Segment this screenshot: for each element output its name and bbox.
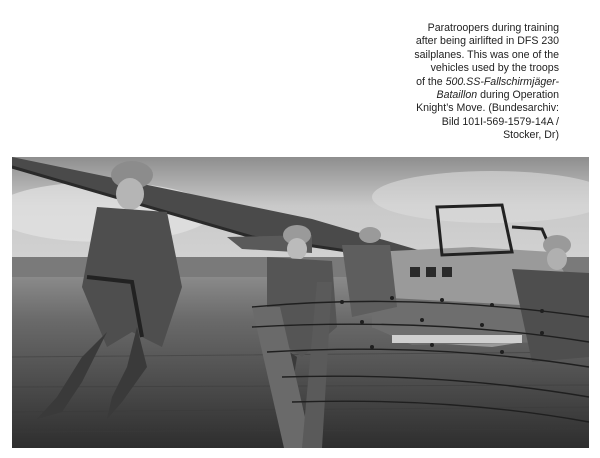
photo-illustration — [12, 157, 589, 448]
caption-line — [309, 89, 559, 102]
caption-line: sailplanes. This was one of the — [414, 48, 559, 61]
caption-italic-unit: 500.SS-Fallschirmjäger- — [445, 75, 559, 88]
caption-line: vehicles used by the troops — [430, 62, 559, 75]
caption-line: Paratroopers during training — [427, 22, 559, 34]
caption-line: after being airlifted in DFS 230 — [415, 35, 559, 48]
photograph — [12, 157, 589, 448]
caption-italic-unit: Bataillon — [436, 89, 478, 102]
caption-line — [309, 76, 559, 89]
caption-text: of the — [416, 75, 446, 88]
caption-line: Bild 101I-569-1579-14A / — [441, 115, 559, 128]
photo-caption — [309, 22, 559, 143]
glider-skid — [392, 335, 522, 343]
glider-windows — [410, 267, 452, 277]
caption-line: Stocker, Dr) — [503, 129, 559, 142]
caption-text: during Operation — [477, 89, 559, 102]
caption-line: Knight’s Move. (Bundesarchiv: — [416, 102, 559, 115]
